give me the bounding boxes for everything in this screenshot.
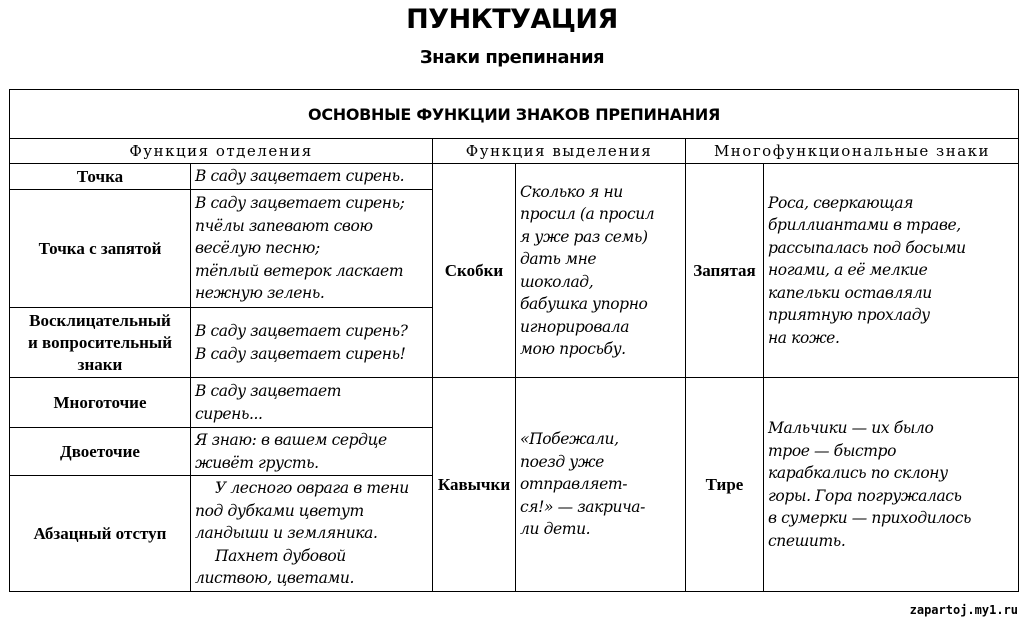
example-exclamation-question: В саду зацветает сирень? В саду зацветает сирень!: [191, 308, 433, 378]
term-exclamation-question: Восклицательный и вопросительный знаки: [10, 308, 191, 378]
example-semicolon: В саду зацветает сирень; пчёлы запевают свою весёлую песню; тёплый ветерок ласкает нежную зелень.: [191, 190, 433, 308]
term-brackets: Скобки: [433, 164, 516, 378]
example-period: В саду зацветает сирень.: [191, 164, 433, 190]
term-dash: Тире: [686, 378, 764, 592]
term-ellipsis: Многоточие: [10, 378, 191, 428]
punctuation-table: [9, 89, 1019, 592]
example-brackets: Сколько я ни просил (а просил я уже раз семь) дать мне шоколад, бабушка упорно игнорировала мою просьбу.: [516, 164, 686, 378]
example-comma: Роса, сверкающая бриллиантами в траве, рассыпалась под босыми ногами, а её мелкие капельки оставляли приятную прохладу на коже.: [764, 164, 1019, 378]
term-colon: Двоеточие: [10, 428, 191, 476]
term-semicolon: Точка с запятой: [10, 190, 191, 308]
term-period: Точка: [10, 164, 191, 190]
example-dash: Мальчики — их было трое — быстро карабкались по склону горы. Гора погружалась в сумерки — приходилось спешить.: [764, 378, 1019, 592]
table-heading: ОСНОВНЫЕ ФУНКЦИИ ЗНАКОВ ПРЕПИНАНИЯ: [10, 90, 1019, 139]
example-ellipsis: В саду зацветает сирень...: [191, 378, 433, 428]
term-paragraph-indent: Абзацный отступ: [10, 476, 191, 592]
page-subtitle: Знаки препинания: [419, 47, 605, 68]
example-quotes: «Побежали, поезд уже отправляет- ся!» — закрича- ли дети.: [516, 378, 686, 592]
term-comma: Запятая: [686, 164, 764, 378]
column-header-multifunctional: Многофункциональные знаки: [686, 139, 1019, 164]
page-title: ПУНКТУАЦИЯ: [406, 4, 618, 35]
example-paragraph-indent: У лесного оврага в тени под дубками цветут ландыши и земляника. Пахнет дубовой листвою, цветами.: [191, 476, 433, 592]
column-header-separation: Функция отделения: [10, 139, 433, 164]
example-colon: Я знаю: в вашем сердце живёт грусть.: [191, 428, 433, 476]
column-header-highlighting: Функция выделения: [433, 139, 686, 164]
term-quotes: Кавычки: [433, 378, 516, 592]
site-credit: zapartoj.my1.ru: [909, 603, 1018, 617]
